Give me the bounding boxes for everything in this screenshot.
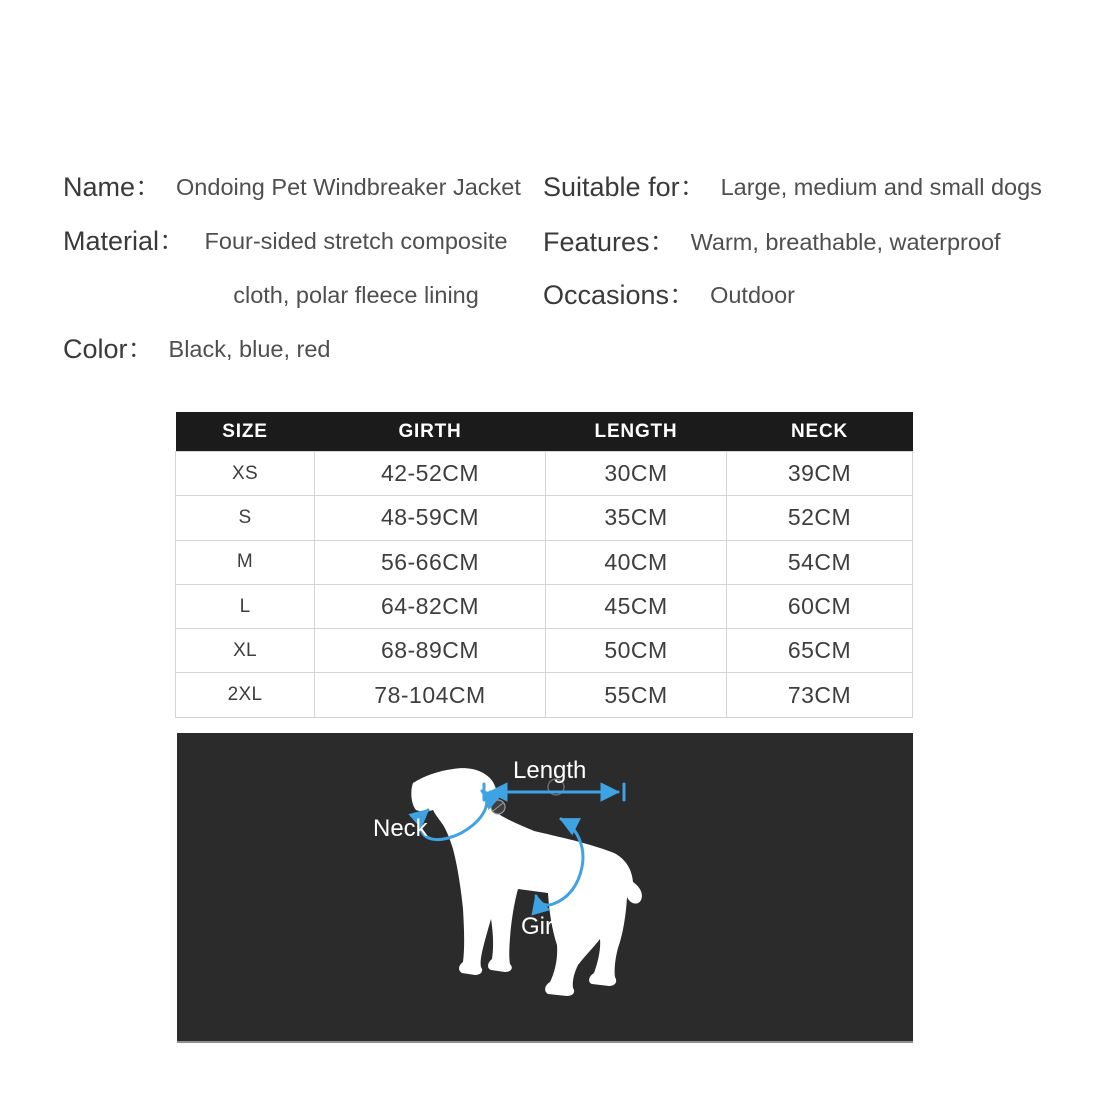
length-label: Length xyxy=(513,757,587,784)
spec-value-color: Black, blue, red xyxy=(168,336,331,362)
cell-length: 35CM xyxy=(546,496,727,540)
spec-row-features xyxy=(543,215,1001,269)
girth-label: Girth xyxy=(521,913,574,940)
spec-value-occasions: Outdoor xyxy=(710,282,795,308)
spec-value-material: Four-sided stretch composite cloth, polar fleece lining xyxy=(204,228,508,308)
dog-silhouette xyxy=(411,768,642,996)
size-chart-table xyxy=(175,412,913,718)
cell-size: L xyxy=(176,584,315,628)
spec-value-features: Warm, breathable, waterproof xyxy=(690,229,1001,255)
header-length: LENGTH xyxy=(546,412,727,452)
cell-girth: 48-59CM xyxy=(315,496,546,540)
cell-size: M xyxy=(176,540,315,584)
cell-girth: 78-104CM xyxy=(315,673,546,717)
cell-neck: 39CM xyxy=(727,452,913,496)
spec-label-material: Material： xyxy=(63,226,187,256)
spec-row-name xyxy=(63,160,521,214)
spec-row-occasions xyxy=(543,268,795,322)
cell-size: XS xyxy=(176,452,315,496)
cell-girth: 56-66CM xyxy=(315,540,546,584)
cell-girth: 42-52CM xyxy=(315,452,546,496)
length-dimension-arrow xyxy=(484,784,624,800)
table-row xyxy=(176,540,913,584)
cell-neck: 73CM xyxy=(727,673,913,717)
spec-label-color: Color： xyxy=(63,334,155,364)
cell-neck: 60CM xyxy=(727,584,913,628)
spec-row-material xyxy=(63,214,512,322)
header-neck: NECK xyxy=(727,412,913,452)
table-row xyxy=(176,673,913,717)
cell-length: 40CM xyxy=(546,540,727,584)
spec-row-suitable-for xyxy=(543,160,1042,214)
table-row xyxy=(176,452,913,496)
cell-neck: 54CM xyxy=(727,540,913,584)
table-row xyxy=(176,496,913,540)
table-row xyxy=(176,584,913,628)
spec-label-name: Name： xyxy=(63,172,163,202)
table-row xyxy=(176,629,913,673)
cell-neck: 65CM xyxy=(727,629,913,673)
neck-label: Neck xyxy=(373,815,428,842)
cell-girth: 68-89CM xyxy=(315,629,546,673)
spec-label-occasions: Occasions： xyxy=(543,280,697,310)
header-size: SIZE xyxy=(176,412,315,452)
measurement-diagram-panel xyxy=(177,733,913,1043)
cell-length: 30CM xyxy=(546,452,727,496)
cell-length: 45CM xyxy=(546,584,727,628)
size-chart-header xyxy=(176,412,913,452)
cell-size: XL xyxy=(176,629,315,673)
spec-row-color xyxy=(63,322,331,376)
spec-label-suitable-for: Suitable for： xyxy=(543,172,707,202)
cell-size: S xyxy=(176,496,315,540)
cell-girth: 64-82CM xyxy=(315,584,546,628)
cell-size: 2XL xyxy=(176,673,315,717)
cell-length: 50CM xyxy=(546,629,727,673)
spec-value-name: Ondoing Pet Windbreaker Jacket xyxy=(176,174,521,200)
spec-value-suitable-for: Large, medium and small dogs xyxy=(720,174,1042,200)
header-girth: GIRTH xyxy=(315,412,546,452)
spec-label-features: Features： xyxy=(543,227,677,257)
cell-length: 55CM xyxy=(546,673,727,717)
cell-neck: 52CM xyxy=(727,496,913,540)
